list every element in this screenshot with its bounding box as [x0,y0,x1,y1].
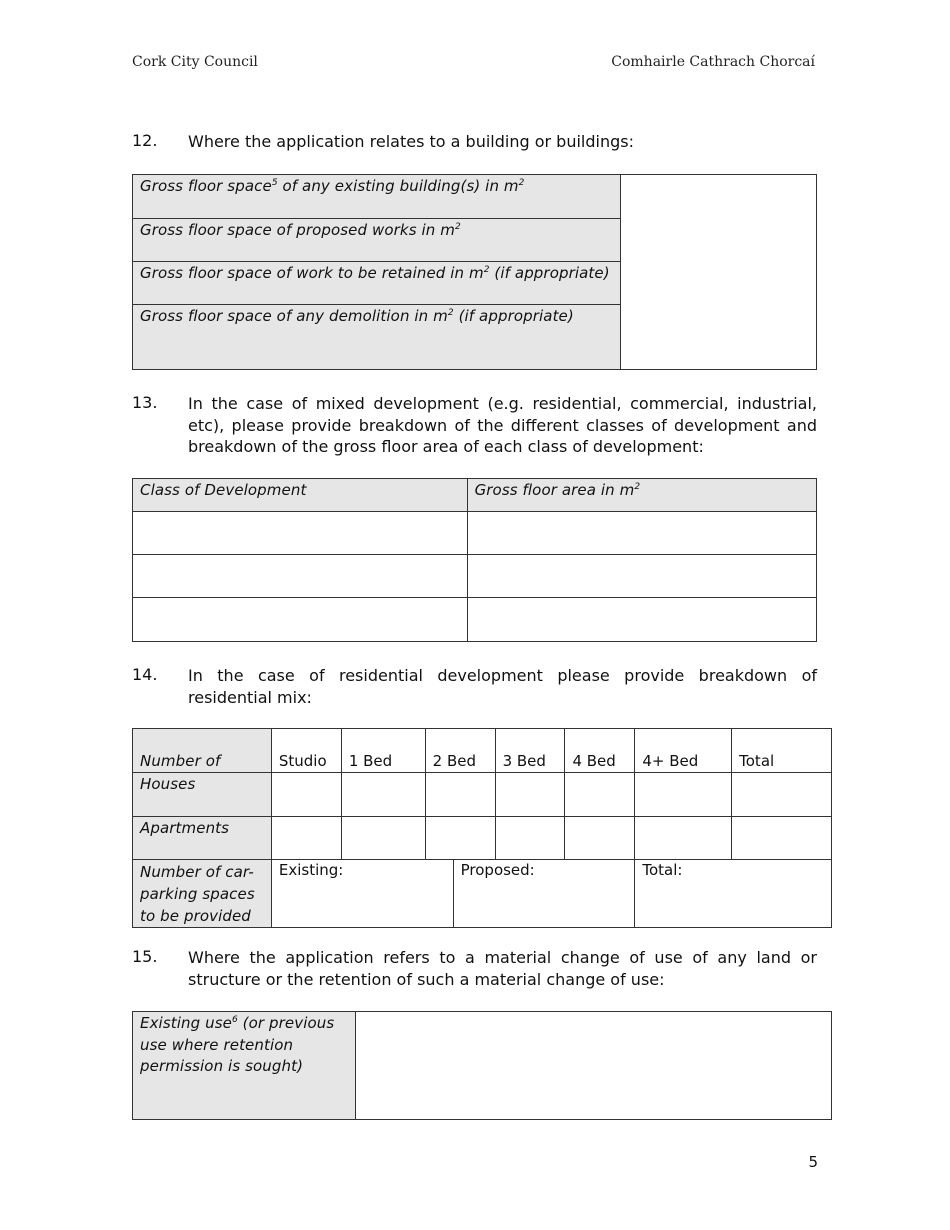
header-left: Cork City Council [132,54,258,70]
q14-col-total: Total [732,729,832,773]
q14-apartments-4bed[interactable] [565,817,635,860]
q15-text: Where the application refers to a material change of use of any land or structure or the retention of such a material change of use: [188,948,817,989]
q13-col-area: Gross floor area in $m^2$ [467,479,816,512]
q12-row-demolition: Gross floor space of any demolition in $m^2$ (if appropriate) [133,305,621,370]
page-number: 5 [808,1153,818,1171]
q14-apartments-2bed[interactable] [425,817,495,860]
q14-col-4plus: 4+ Bed [635,729,732,773]
q14-col-studio: Studio [271,729,341,773]
q14-apartments-1bed[interactable] [341,817,425,860]
q14-row-apartments: Apartments [133,817,272,860]
q14-apartments-4plus[interactable] [635,817,732,860]
q14-apartments-3bed[interactable] [495,817,565,860]
q14-carpark-total[interactable]: Total: [635,860,832,928]
q14-carpark-proposed[interactable]: Proposed: [453,860,635,928]
q12-row-existing: Gross floor space$^5$ of any existing building(s) in $m^2$ [133,175,621,219]
q14-row-label-top: Number of [133,729,272,773]
q13-class-field[interactable] [133,555,468,598]
q14-apartments-total[interactable] [732,817,832,860]
q14-houses-total[interactable] [732,773,832,817]
header-right: Comhairle Cathrach Chorcaí [611,54,815,70]
q13-area-field[interactable] [467,555,816,598]
q13-col-class: Class of Development [133,479,468,512]
q13-area-field[interactable] [467,598,816,642]
q14-col-1bed: 1 Bed [341,729,425,773]
q12-value-field[interactable] [621,175,817,370]
q14-houses-4plus[interactable] [635,773,732,817]
q14-houses-studio[interactable] [271,773,341,817]
q13-number: 13. [132,393,158,412]
q14-carpark-existing[interactable]: Existing: [271,860,453,928]
q13-table [132,478,817,642]
q12-text: Where the application relates to a building or buildings: [188,132,634,151]
q15-number: 15. [132,947,158,966]
q14-houses-4bed[interactable] [565,773,635,817]
q15-existing-use-field[interactable] [355,1012,831,1120]
q14-houses-2bed[interactable] [425,773,495,817]
q14-col-2bed: 2 Bed [425,729,495,773]
q14-col-3bed: 3 Bed [495,729,565,773]
q13-class-field[interactable] [133,512,468,555]
q12-table [132,174,817,370]
q14-text: In the case of residential development please provide breakdown of residential mix: [188,666,817,707]
q13-area-field[interactable] [467,512,816,555]
q14-apartments-studio[interactable] [271,817,341,860]
q15-table [132,1011,832,1120]
q12-row-proposed: Gross floor space of proposed works in $m^2$ [133,219,621,262]
q14-row-houses: Houses [133,773,272,817]
q14-carpark-label: Number of car-parking spaces to be provided [133,860,272,928]
q15-existing-use-label: Existing use$^6$ (or previous use where retention permission is sought) [133,1012,356,1120]
q13-class-field[interactable] [133,598,468,642]
q14-houses-1bed[interactable] [341,773,425,817]
q14-table [132,728,832,928]
q13-text: In the case of mixed development (e.g. residential, commercial, industrial, etc), please provide breakdown of the different classes of development and breakdown of the gross floor area of each class of development: [188,394,817,456]
q14-number: 14. [132,665,158,684]
q12-number: 12. [132,131,158,150]
q14-houses-3bed[interactable] [495,773,565,817]
q12-row-retained: Gross floor space of work to be retained in $m^2$ (if appropriate) [133,262,621,305]
q14-col-4bed: 4 Bed [565,729,635,773]
